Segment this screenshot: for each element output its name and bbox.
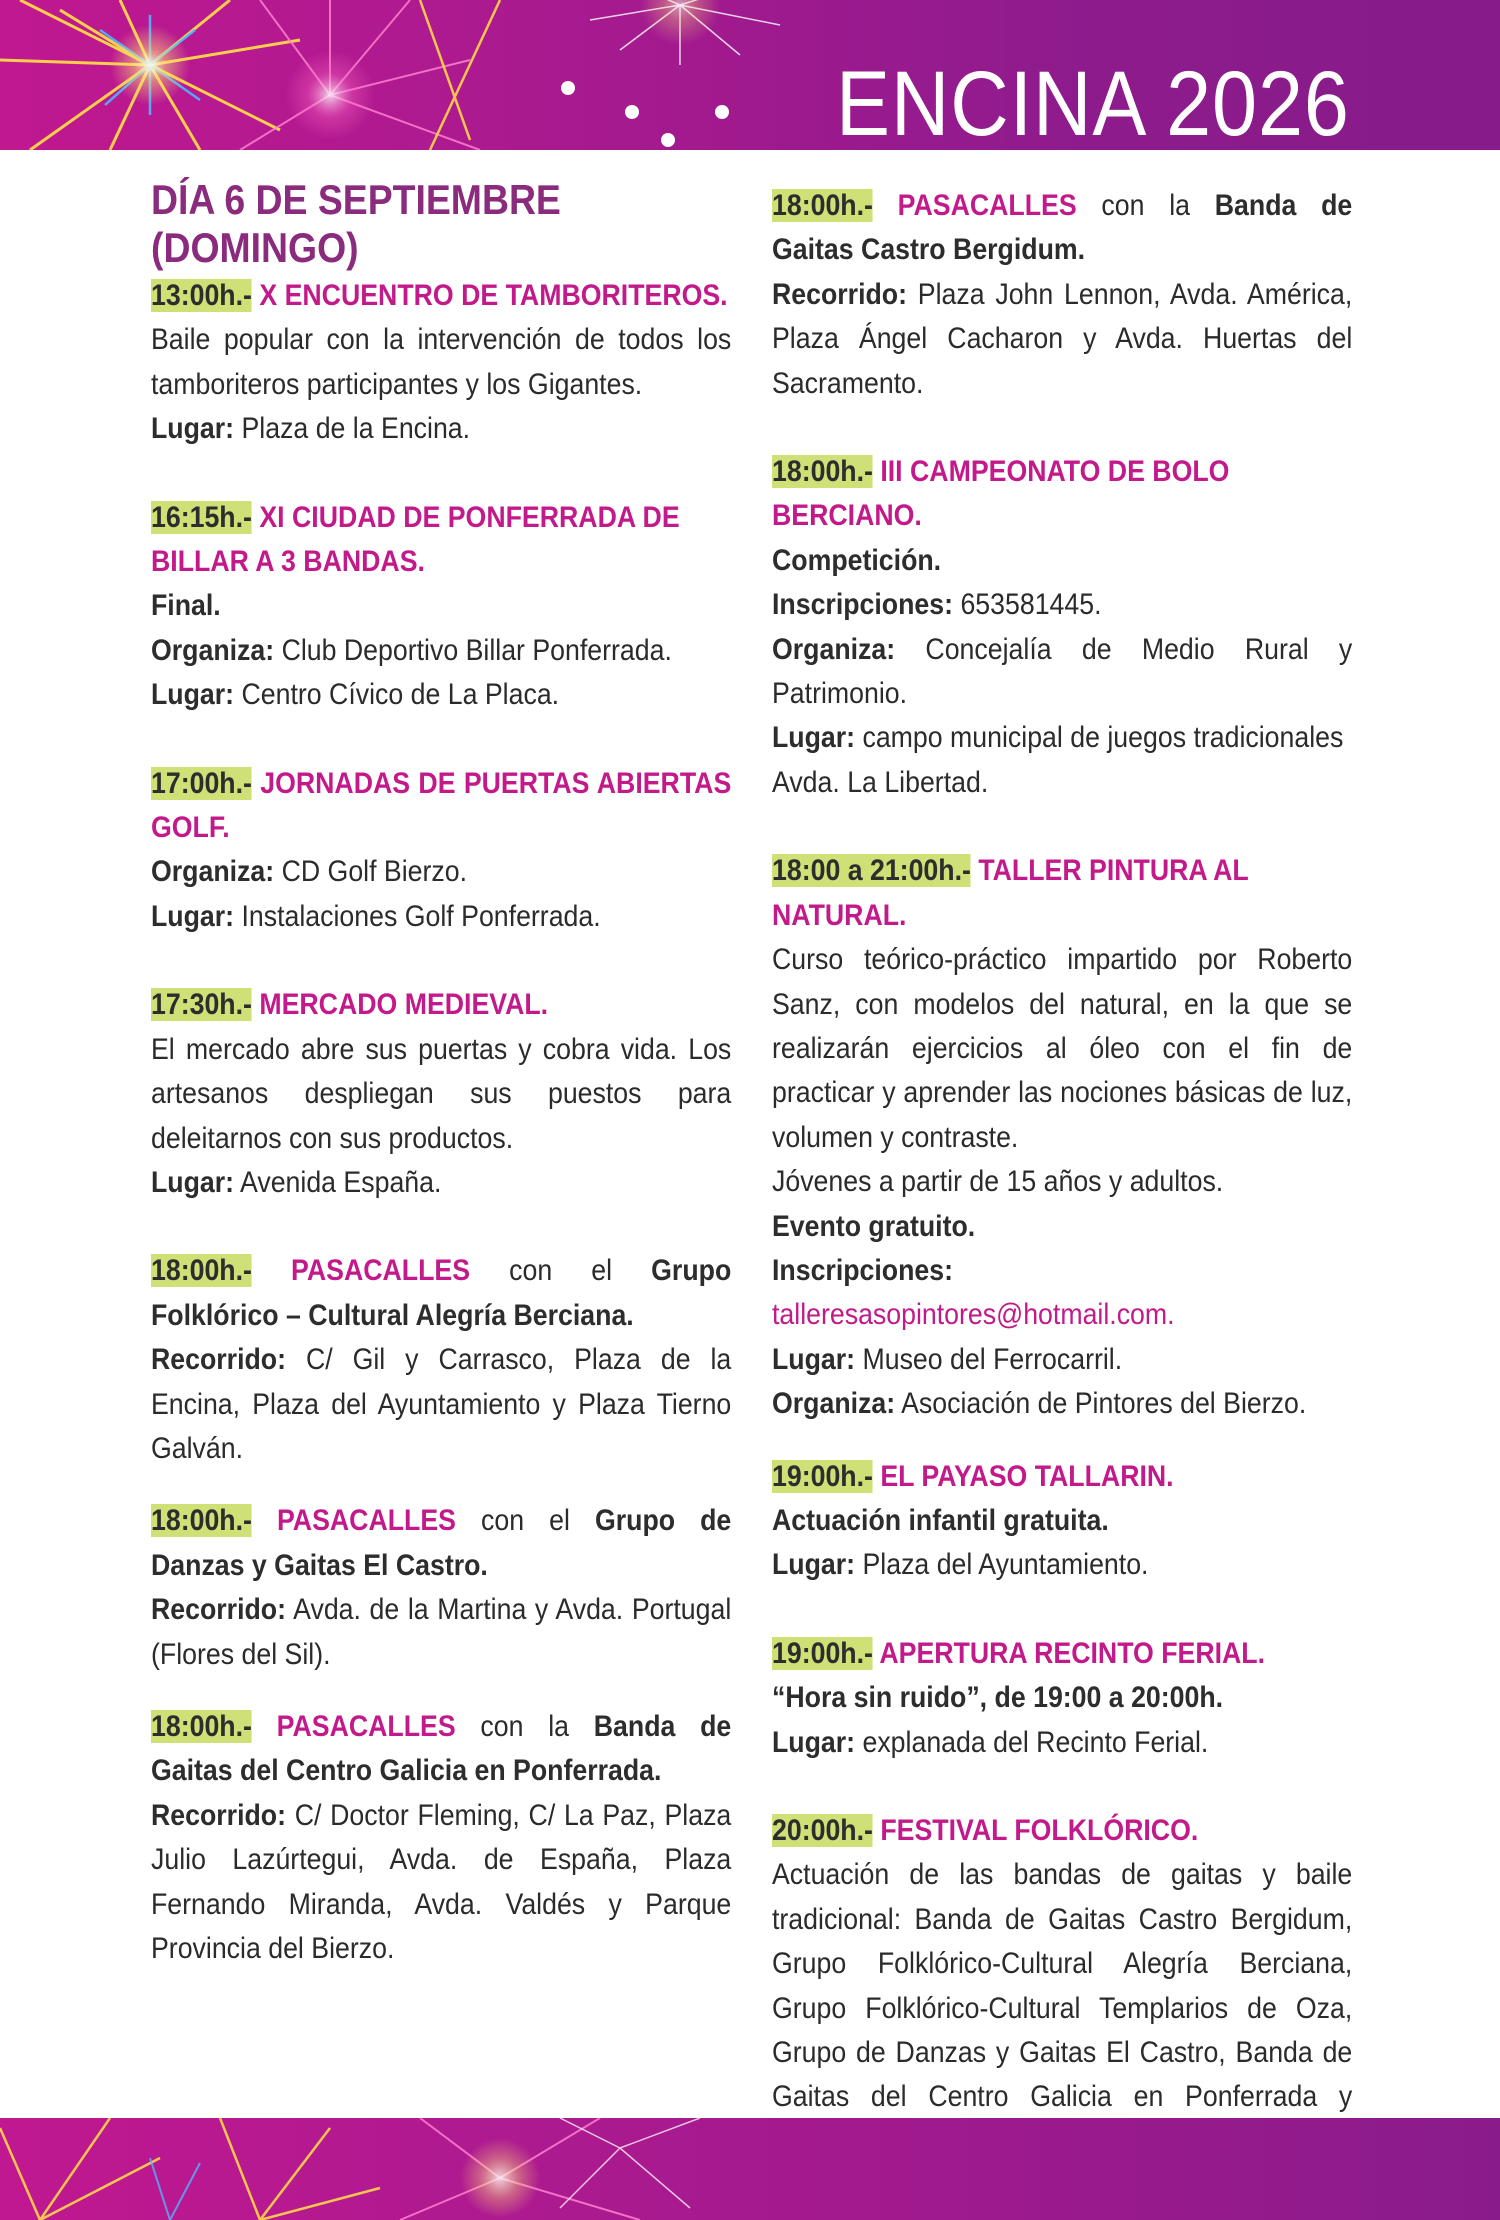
recorrido-label: Recorrido:	[151, 1593, 287, 1627]
lugar-label: Lugar:	[151, 1165, 235, 1199]
event-pasacalles-alegria-berciana	[151, 1249, 731, 1471]
organiza-label: Organiza:	[151, 633, 275, 667]
event-campeonato-bolo-berciano	[772, 450, 1352, 805]
event-group: Grupo de Danzas y Gaitas El Castro.	[151, 1504, 732, 1582]
day-heading: DÍA 6 DE SEPTIEMBRE (DOMINGO)	[151, 176, 561, 271]
event-location: explanada del Recinto Ferial.	[862, 1725, 1209, 1759]
event-time: 19:00h.-	[772, 1459, 873, 1493]
event-taller-pintura	[772, 849, 1352, 1426]
header-banner	[0, 0, 1500, 150]
event-mercado-medieval	[151, 983, 731, 1205]
inscripciones-label: Inscripciones:	[772, 1253, 954, 1287]
event-time: 18:00h.-	[772, 189, 873, 222]
event-billar-3-bandas	[151, 496, 731, 718]
event-time: 18:00h.-	[772, 455, 873, 489]
lugar-label: Lugar:	[151, 899, 235, 933]
event-group: Grupo Folklórico – Cultural Alegría Berciana.	[151, 1254, 732, 1332]
event-title: PASACALLES	[897, 189, 1077, 222]
event-location: Plaza del Ayuntamiento.	[862, 1548, 1149, 1582]
lugar-label: Lugar:	[772, 1725, 856, 1759]
event-group: Banda de Gaitas Castro Bergidum.	[772, 189, 1353, 267]
event-connector: con la	[1101, 189, 1191, 222]
event-time: 18:00h.-	[151, 1504, 252, 1538]
event-puertas-abiertas-golf	[151, 762, 731, 940]
event-time: 18:00 a 21:00h.-	[772, 854, 971, 888]
lugar-label: Lugar:	[151, 412, 235, 446]
event-connector: con el	[481, 1504, 570, 1538]
organiza-label: Organiza:	[772, 632, 896, 666]
event-description: Baile popular con la intervención de todos los tamboriteros participantes y los Gigantes.	[151, 323, 732, 401]
event-description: Final.	[151, 589, 221, 623]
event-location: campo municipal de juegos tradicionales Avda. La Libertad.	[772, 721, 1344, 799]
event-title: PASACALLES	[276, 1504, 456, 1538]
event-time: 17:30h.-	[151, 988, 252, 1022]
event-time: 16:15h.-	[151, 500, 252, 534]
event-description: Actuación de las bandas de gaitas y baile tradicional: Banda de Gaitas Castro Bergidum, Grupo Folklórico-Cultural Alegría Berciana, Grupo Folklórico-Cultural Templarios de Oza, Grupo de Danzas y Gaitas El Castro, Banda de Gaitas del Centro Galicia en Ponferrada y	[772, 1858, 1353, 2114]
event-time: 20:00h.-	[772, 1814, 873, 1847]
event-connector: con el	[509, 1254, 613, 1288]
event-location: Museo del Ferrocarril.	[862, 1342, 1123, 1376]
recorrido-label: Recorrido:	[772, 277, 908, 311]
event-title: TALLER PINTURA AL NATURAL.	[772, 854, 1249, 932]
decorative-dots	[561, 81, 729, 147]
lugar-label: Lugar:	[772, 1342, 856, 1376]
event-time: 17:00h.-	[151, 766, 252, 800]
event-time: 18:00h.-	[151, 1254, 252, 1288]
event-location: Instalaciones Golf Ponferrada.	[241, 899, 601, 933]
event-description: Actuación infantil gratuita.	[772, 1503, 1109, 1537]
event-encuentro-tamboriteros	[151, 274, 731, 452]
event-organizer: Concejalía de Medio Rural y Patrimonio.	[772, 632, 1353, 711]
event-description: El mercado abre sus puertas y cobra vida. Los artesanos despliegan sus puestos para deleitarnos con sus productos.	[151, 1032, 732, 1155]
fireworks-decoration	[0, 2118, 1500, 2220]
event-organizer: CD Golf Bierzo.	[281, 855, 468, 889]
recorrido-label: Recorrido:	[151, 1798, 287, 1832]
right-column	[772, 184, 1352, 2209]
event-group: Banda de Gaitas del Centro Galicia en Ponferrada.	[151, 1709, 732, 1788]
left-column	[151, 176, 731, 1971]
recorrido-label: Recorrido:	[151, 1343, 287, 1377]
page-title: ENCINA 2026	[836, 53, 1350, 150]
event-payaso-tallarin	[772, 1455, 1352, 1588]
event-title: MERCADO MEDIEVAL.	[259, 988, 549, 1022]
event-pasacalles-el-castro	[151, 1499, 731, 1677]
email-link[interactable]: talleresasopintores@hotmail.com.	[772, 1298, 1175, 1332]
event-title: FESTIVAL FOLKLÓRICO.	[880, 1814, 1199, 1847]
event-location: Centro Cívico de La Placa.	[241, 678, 560, 712]
event-route: C/ Gil y Carrasco, Plaza de la Encina, Plaza del Ayuntamiento y Plaza Tierno Galván.	[151, 1343, 732, 1465]
inscripciones-label: Inscripciones:	[772, 588, 954, 622]
event-title: XI CIUDAD DE PONFERRADA DE BILLAR A 3 BANDAS.	[151, 500, 680, 579]
event-phone: 653581445.	[960, 588, 1102, 622]
event-description: “Hora sin ruido”, de 19:00 a 20:00h.	[772, 1681, 1224, 1715]
event-time: 13:00h.-	[151, 279, 252, 312]
organiza-label: Organiza:	[772, 1387, 896, 1421]
event-route: Avda. de la Martina y Avda. Portugal (Flores del Sil).	[151, 1593, 732, 1671]
event-connector: con la	[480, 1709, 570, 1743]
event-title: EL PAYASO TALLARIN.	[880, 1459, 1174, 1493]
event-title: X ENCUENTRO DE TAMBORITEROS.	[259, 279, 728, 312]
lugar-label: Lugar:	[772, 721, 856, 755]
lugar-label: Lugar:	[772, 1548, 856, 1582]
event-apertura-recinto-ferial	[772, 1632, 1352, 1765]
event-route: Plaza John Lennon, Avda. América, Plaza Ángel Cacharon y Avda. Huertas del Sacramento.	[772, 277, 1353, 400]
event-free-note: Evento gratuito.	[772, 1209, 976, 1243]
event-title: PASACALLES	[291, 1254, 471, 1288]
event-title: III CAMPEONATO DE BOLO BERCIANO.	[772, 455, 1230, 533]
lugar-label: Lugar:	[151, 678, 235, 712]
event-location: Avenida España.	[240, 1165, 442, 1199]
event-location: Plaza de la Encina.	[241, 412, 471, 446]
event-description: Competición.	[772, 543, 942, 577]
event-title: PASACALLES	[276, 1709, 456, 1743]
event-title: APERTURA RECINTO FERIAL.	[879, 1636, 1266, 1670]
event-route: C/ Doctor Fleming, C/ La Paz, Plaza Julio Lazúrtegui, Avda. de España, Plaza Fernando Miranda, Avda. Valdés y Parque Provincia del Bierzo.	[151, 1798, 732, 1965]
footer-banner	[0, 2118, 1500, 2220]
event-description: Curso teórico-práctico impartido por Roberto Sanz, con modelos del natural, en la que se realizarán ejercicios al óleo con el fin de practicar y aprender las nociones básicas de luz, volumen y contraste.	[772, 943, 1353, 1154]
event-title: JORNADAS DE PUERTAS ABIERTAS GOLF.	[151, 766, 732, 845]
event-organizer: Club Deportivo Billar Ponferrada.	[281, 633, 672, 667]
event-pasacalles-castro-bergidum	[772, 184, 1352, 406]
event-organizer: Asociación de Pintores del Bierzo.	[901, 1387, 1307, 1421]
event-time: 18:00h.-	[151, 1709, 252, 1743]
event-time: 19:00h.-	[772, 1636, 873, 1670]
event-audience: Jóvenes a partir de 15 años y adultos.	[772, 1165, 1224, 1199]
organiza-label: Organiza:	[151, 855, 275, 889]
event-pasacalles-centro-galicia	[151, 1705, 731, 1971]
